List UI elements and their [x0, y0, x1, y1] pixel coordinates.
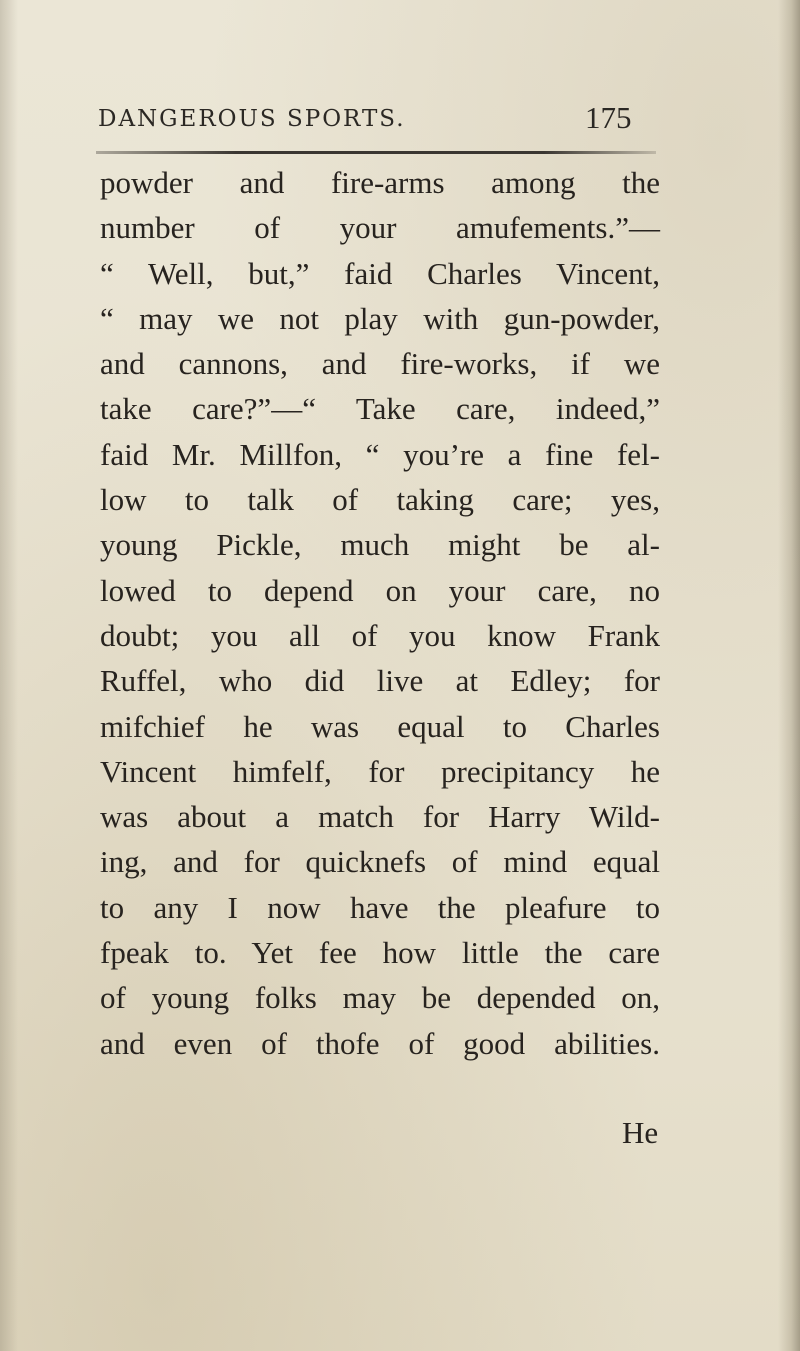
- page-edge-shadow: [778, 0, 800, 1351]
- text-line: and even of thofe of good abilities.: [100, 1025, 660, 1061]
- text-line: powder and fire-arms among the: [100, 165, 660, 200]
- catchword: He: [622, 1115, 659, 1150]
- text-line: ing, and for quicknefs of mind equal: [100, 844, 660, 880]
- running-head: DANGEROUS SPORTS.: [98, 106, 406, 132]
- text-line: faid Mr. Millfon, “ you’re a fine fel-: [100, 436, 660, 472]
- page-gutter-shadow: [0, 0, 18, 1351]
- text-line: of young folks may be depended on,: [100, 980, 660, 1016]
- text-line: “ may we not play with gun-powder,: [100, 300, 660, 336]
- text-line: was about a match for Harry Wild-: [100, 799, 660, 835]
- text-line: low to talk of taking care; yes,: [100, 482, 660, 518]
- text-line: lowed to depend on your care, no: [100, 572, 660, 608]
- text-line: Vincent himfelf, for precipitancy he: [100, 753, 660, 789]
- text-line: number of your amufements.”—: [100, 210, 660, 246]
- text-line: take care?”—“ Take care, indeed,”: [100, 391, 660, 427]
- text-line: mifchief he was equal to Charles: [100, 708, 660, 744]
- page-number: 175: [585, 100, 632, 135]
- text-line: to any I now have the pleafure to: [100, 889, 660, 925]
- text-line: doubt; you all of you know Frank: [100, 617, 660, 653]
- text-line: young Pickle, much might be al-: [100, 527, 660, 563]
- text-line: “ Well, but,” faid Charles Vincent,: [100, 255, 660, 291]
- text-line: fpeak to. Yet fee how little the care: [100, 935, 660, 971]
- text-line: and cannons, and fire-works, if we: [100, 346, 660, 382]
- text-line: Ruffel, who did live at Edley; for: [100, 663, 660, 699]
- header-rule: [96, 151, 656, 154]
- body-text: [100, 160, 660, 1066]
